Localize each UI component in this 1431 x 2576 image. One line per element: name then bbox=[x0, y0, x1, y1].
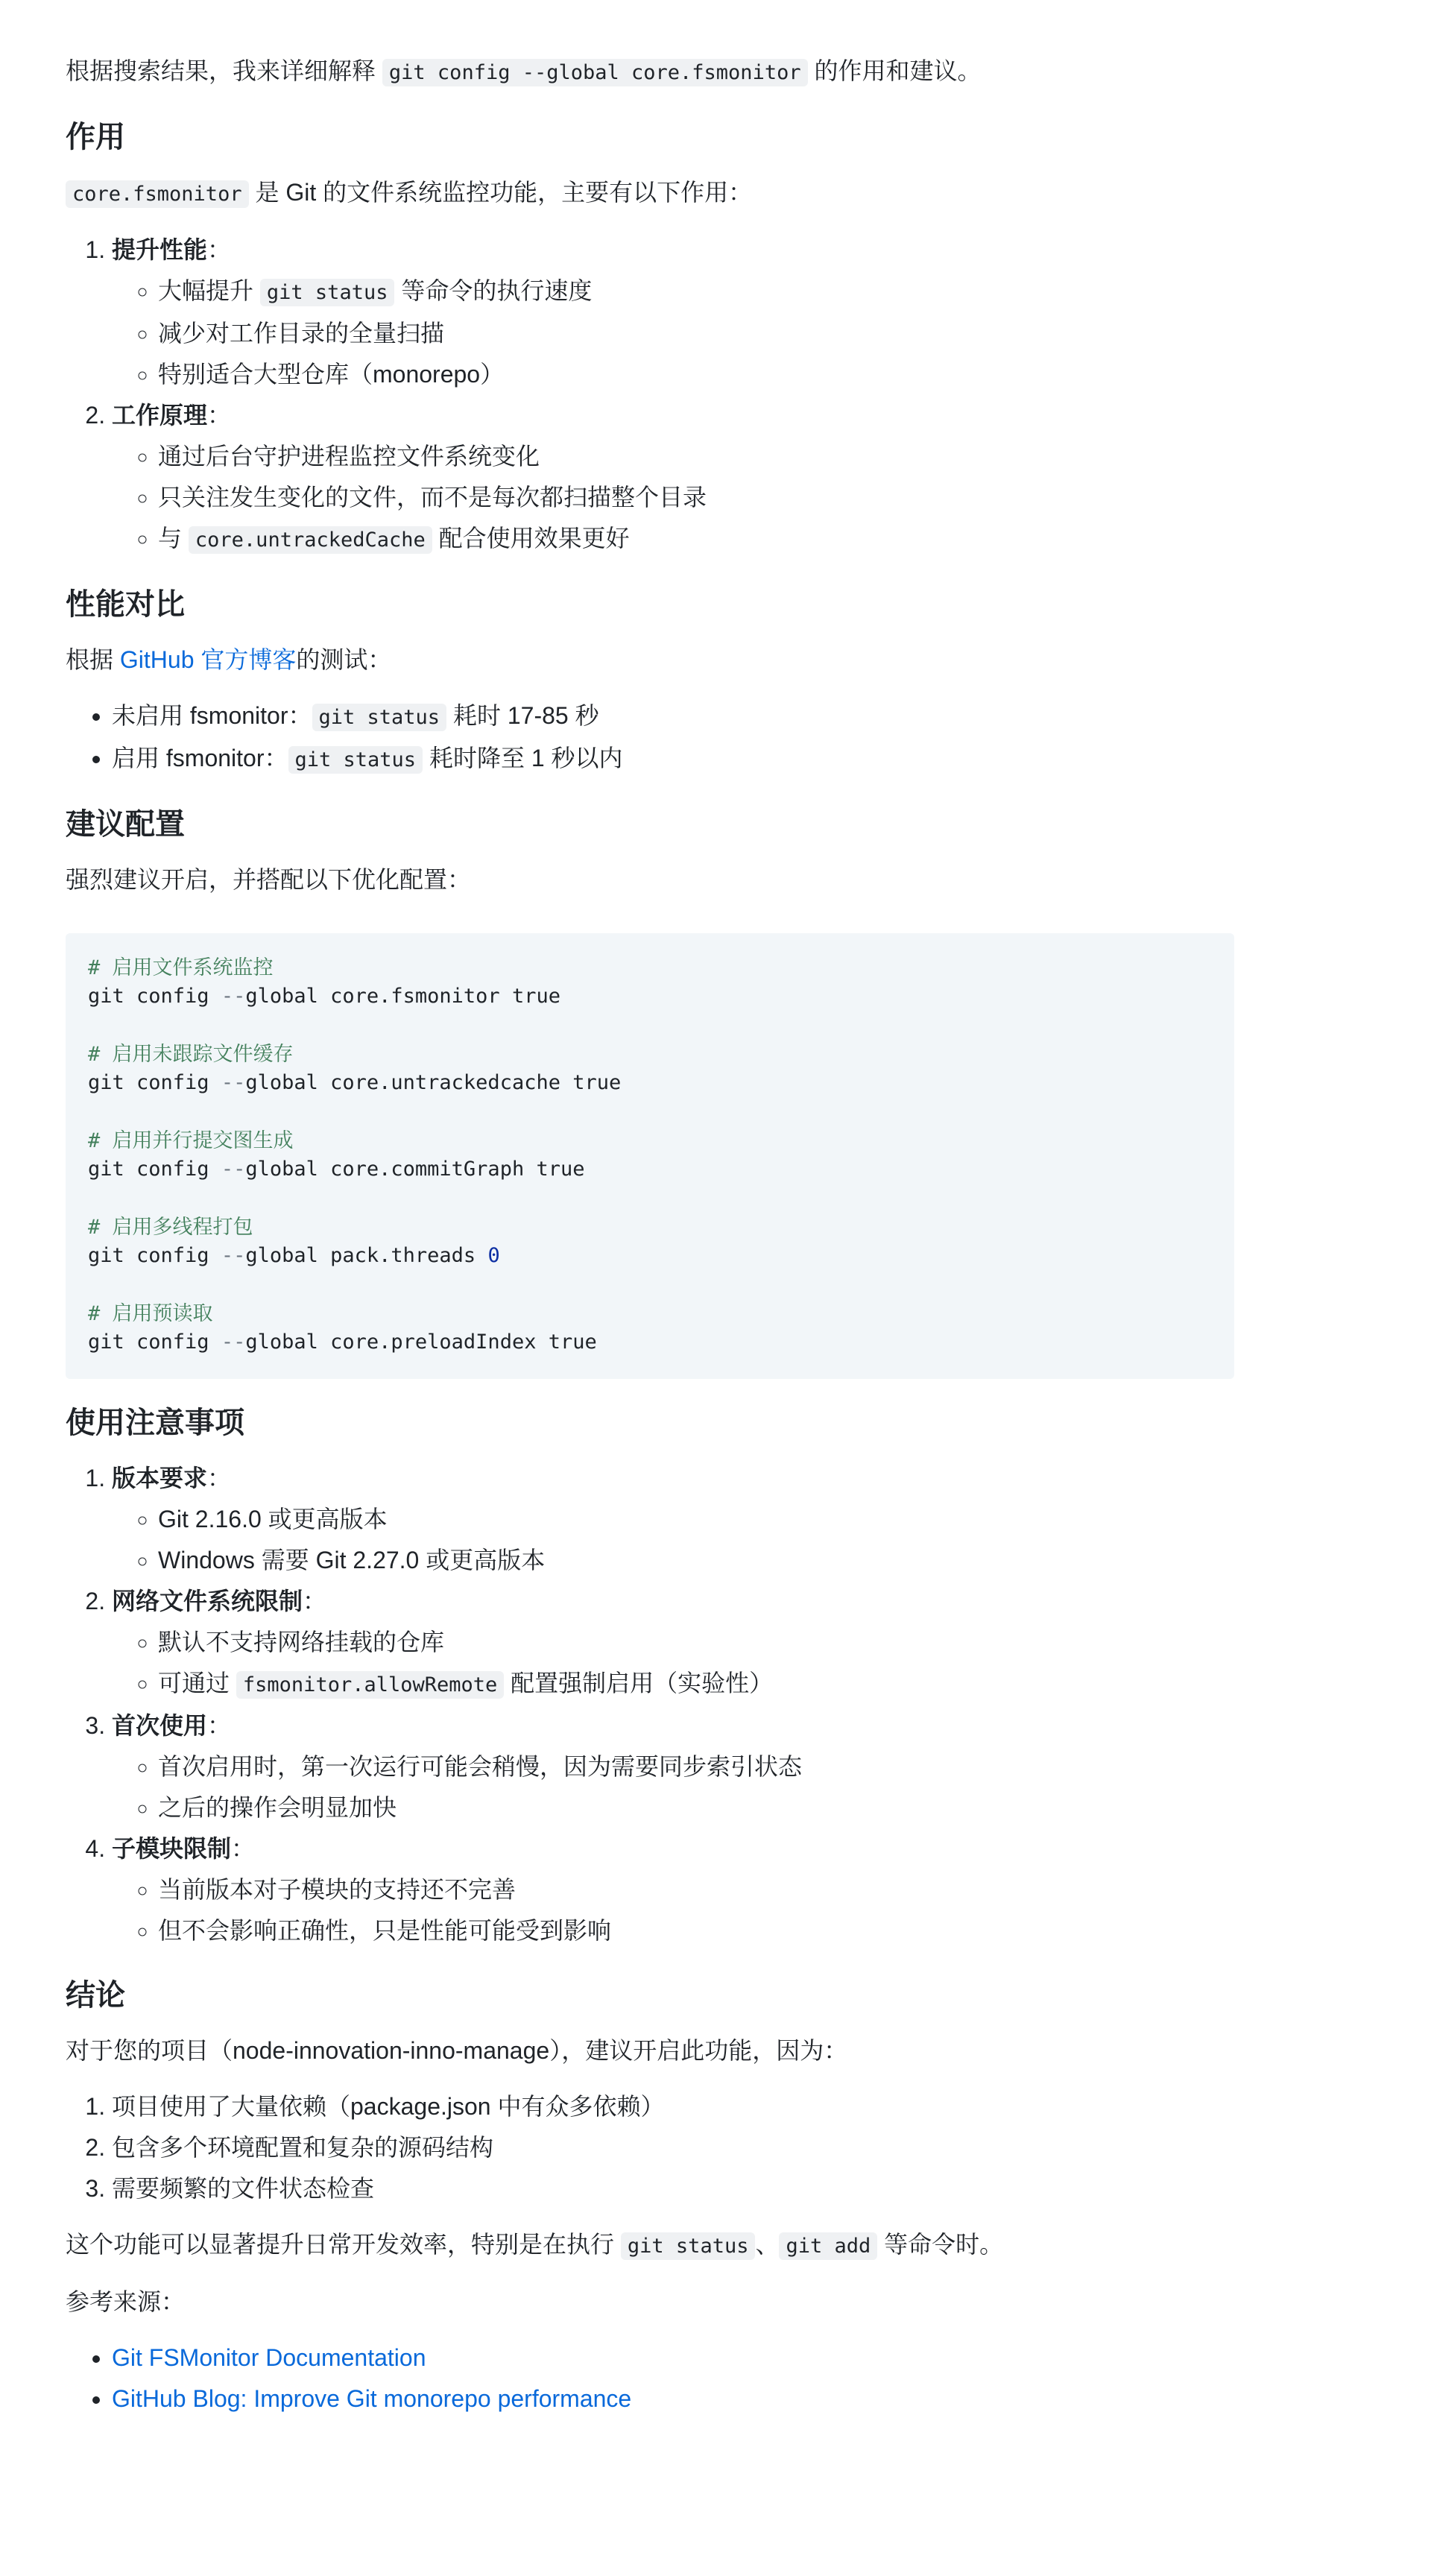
item-label: 网络文件系统限制 bbox=[112, 1588, 303, 1614]
item-label: 版本要求 bbox=[112, 1465, 208, 1491]
sub-list-item bbox=[158, 1663, 1234, 1705]
code-comment: # 启用未跟踪文件缓存 bbox=[88, 1043, 294, 1066]
sub-list-item bbox=[158, 271, 1234, 313]
text: 、 bbox=[755, 2231, 780, 2258]
code-command bbox=[88, 1242, 1212, 1270]
code-flag: -- bbox=[221, 1158, 246, 1181]
summary-paragraph bbox=[66, 2224, 1234, 2267]
code-command bbox=[88, 982, 1212, 1011]
code-command bbox=[88, 1069, 1212, 1097]
list-item bbox=[112, 1705, 1234, 1828]
code-text: global core.preloadIndex true bbox=[245, 1330, 597, 1354]
sub-list bbox=[112, 271, 1234, 395]
inline-code: core.fsmonitor bbox=[66, 180, 249, 208]
list-item bbox=[112, 695, 1234, 738]
item-label: 提升性能 bbox=[112, 236, 208, 263]
heading-role: 作用 bbox=[66, 121, 125, 154]
list-item bbox=[112, 1458, 1234, 1581]
inline-code: git status bbox=[312, 704, 447, 731]
notes-list bbox=[66, 1458, 1234, 1951]
code-group bbox=[88, 954, 1212, 1011]
sub-list-item: ◦ Windows 需要 Git 2.27.0 或更高版本 bbox=[158, 1540, 1234, 1581]
code-flag: -- bbox=[221, 1071, 246, 1094]
list-item: 3. 需要频繁的文件状态检查 bbox=[112, 2168, 1234, 2209]
code-text: global pack.threads bbox=[245, 1244, 488, 1267]
text: 大幅提升 bbox=[158, 277, 260, 304]
list-item bbox=[112, 1828, 1234, 1951]
inline-code: git config --global core.fsmonitor bbox=[382, 59, 808, 86]
code-text: git config bbox=[88, 1158, 221, 1181]
inline-code: git status bbox=[260, 279, 395, 306]
heading-notes: 使用注意事项 bbox=[66, 1407, 244, 1439]
heading-performance: 性能对比 bbox=[66, 588, 185, 621]
sub-list-item: ◦ 但不会影响正确性，只是性能可能受到影响 bbox=[158, 1910, 1234, 1951]
sub-list bbox=[112, 1499, 1234, 1581]
list-item: 1. 项目使用了大量依赖（package.json 中有众多依赖） bbox=[112, 2086, 1234, 2127]
github-blog-link[interactable]: GitHub 官方博客 bbox=[119, 646, 297, 673]
role-description-text: 是 Git 的文件系统监控功能，主要有以下作用： bbox=[248, 179, 753, 206]
item-label: 子模块限制 bbox=[112, 1835, 232, 1862]
list-item bbox=[112, 2378, 1234, 2419]
sub-list-item: ◦ 特别适合大型仓库（monorepo） bbox=[158, 354, 1234, 395]
item-suffix: ： bbox=[207, 402, 232, 429]
item-label: 工作原理 bbox=[112, 402, 208, 429]
code-group bbox=[88, 1127, 1212, 1184]
sub-list-item: ◦ 之后的操作会明显加快 bbox=[158, 1787, 1234, 1828]
list-item bbox=[112, 2337, 1234, 2378]
item-label: 首次使用 bbox=[112, 1712, 208, 1739]
intro-text: 根据搜索结果，我来详细解释 bbox=[66, 57, 382, 84]
code-text: global core.fsmonitor true bbox=[245, 985, 560, 1008]
reference-link-github-blog[interactable]: GitHub Blog: Improve Git monorepo performance bbox=[112, 2385, 632, 2412]
sub-list bbox=[112, 436, 1234, 561]
code-flag: -- bbox=[221, 985, 246, 1008]
list-item: 2. 包含多个环境配置和复杂的源码结构 bbox=[112, 2127, 1234, 2168]
code-command bbox=[88, 1155, 1212, 1184]
heading-conclusion: 结论 bbox=[66, 1979, 125, 2012]
sub-list bbox=[112, 1746, 1234, 1828]
inline-code: fsmonitor.allowRemote bbox=[236, 1671, 504, 1699]
intro-text-end: 的作用和建议。 bbox=[807, 57, 982, 84]
sub-list bbox=[112, 1869, 1234, 1951]
sub-list-item: ◦ 默认不支持网络挂载的仓库 bbox=[158, 1622, 1234, 1663]
sub-list-item: ◦ 减少对工作目录的全量扫描 bbox=[158, 313, 1234, 354]
references-list bbox=[66, 2337, 1234, 2419]
sub-list-item bbox=[158, 518, 1234, 561]
sub-list-item: ◦ 首次启用时，第一次运行可能会稍慢，因为需要同步索引状态 bbox=[158, 1746, 1234, 1787]
text: 配置强制启用（实验性） bbox=[504, 1670, 774, 1696]
code-group bbox=[88, 1041, 1212, 1097]
text: 耗时 17-85 秒 bbox=[446, 702, 599, 729]
text: 与 bbox=[158, 525, 189, 552]
sub-list-item: ◦ 当前版本对子模块的支持还不完善 bbox=[158, 1869, 1234, 1910]
code-flag: -- bbox=[221, 1244, 246, 1267]
sub-list bbox=[112, 1622, 1234, 1705]
text: 的测试： bbox=[296, 646, 392, 673]
text: 这个功能可以显著提升日常开发效率，特别是在执行 bbox=[66, 2231, 621, 2258]
list-item bbox=[112, 395, 1234, 561]
text: 等命令的执行速度 bbox=[394, 277, 593, 304]
references-label: 参考来源： bbox=[66, 2288, 186, 2315]
text: 耗时降至 1 秒以内 bbox=[423, 745, 623, 771]
list-item bbox=[112, 738, 1234, 780]
config-description: 强烈建议开启，并搭配以下优化配置： bbox=[66, 866, 472, 893]
code-comment: # 启用多线程打包 bbox=[88, 1216, 253, 1239]
item-suffix: ： bbox=[231, 1835, 256, 1862]
text: 等命令时。 bbox=[877, 2231, 1004, 2258]
inline-code: git status bbox=[621, 2232, 756, 2260]
code-text: git config bbox=[88, 1071, 221, 1094]
inline-code: core.untrackedCache bbox=[189, 526, 432, 554]
code-text: git config bbox=[88, 1330, 221, 1354]
role-description bbox=[66, 172, 1234, 215]
code-text: global core.untrackedcache true bbox=[245, 1071, 622, 1094]
intro-paragraph bbox=[66, 51, 1234, 93]
code-block[interactable] bbox=[66, 933, 1234, 1379]
sub-list-item: ◦ Git 2.16.0 或更高版本 bbox=[158, 1499, 1234, 1540]
code-text: global core.commitGraph true bbox=[245, 1158, 585, 1181]
item-suffix: ： bbox=[207, 236, 232, 263]
code-flag: -- bbox=[221, 1330, 246, 1354]
code-text: git config bbox=[88, 985, 221, 1008]
code-group bbox=[88, 1213, 1212, 1270]
code-comment: # 启用预读取 bbox=[88, 1302, 213, 1325]
code-number: 0 bbox=[487, 1244, 500, 1267]
reasons-list bbox=[66, 2086, 1234, 2209]
item-suffix: ： bbox=[303, 1588, 327, 1614]
text: 未启用 fsmonitor： bbox=[112, 702, 312, 729]
role-list bbox=[66, 230, 1234, 561]
reference-link-fsmonitor-docs[interactable]: Git FSMonitor Documentation bbox=[112, 2344, 426, 2371]
text: 配合使用效果更好 bbox=[432, 525, 630, 552]
perf-list bbox=[66, 695, 1234, 780]
code-comment: # 启用文件系统监控 bbox=[88, 956, 274, 979]
code-group bbox=[88, 1300, 1212, 1357]
sub-list-item: ◦ 通过后台守护进程监控文件系统变化 bbox=[158, 436, 1234, 477]
inline-code: git status bbox=[288, 746, 423, 774]
text: 启用 fsmonitor： bbox=[112, 745, 288, 771]
item-suffix: ： bbox=[207, 1712, 232, 1739]
conclusion-description: 对于您的项目（node-innovation-inno-manage），建议开启此功能，因为： bbox=[66, 2037, 848, 2064]
heading-config: 建议配置 bbox=[66, 808, 185, 841]
perf-description bbox=[66, 640, 1234, 681]
sub-list-item: ◦ 只关注发生变化的文件，而不是每次都扫描整个目录 bbox=[158, 477, 1234, 518]
code-comment: # 启用并行提交图生成 bbox=[88, 1129, 294, 1152]
code-command bbox=[88, 1328, 1212, 1357]
item-suffix: ： bbox=[207, 1465, 232, 1491]
text: 可通过 bbox=[158, 1670, 236, 1696]
list-item bbox=[112, 230, 1234, 395]
code-text: git config bbox=[88, 1244, 221, 1267]
inline-code: git add bbox=[779, 2232, 877, 2260]
text: 根据 bbox=[66, 646, 120, 673]
list-item bbox=[112, 1581, 1234, 1705]
